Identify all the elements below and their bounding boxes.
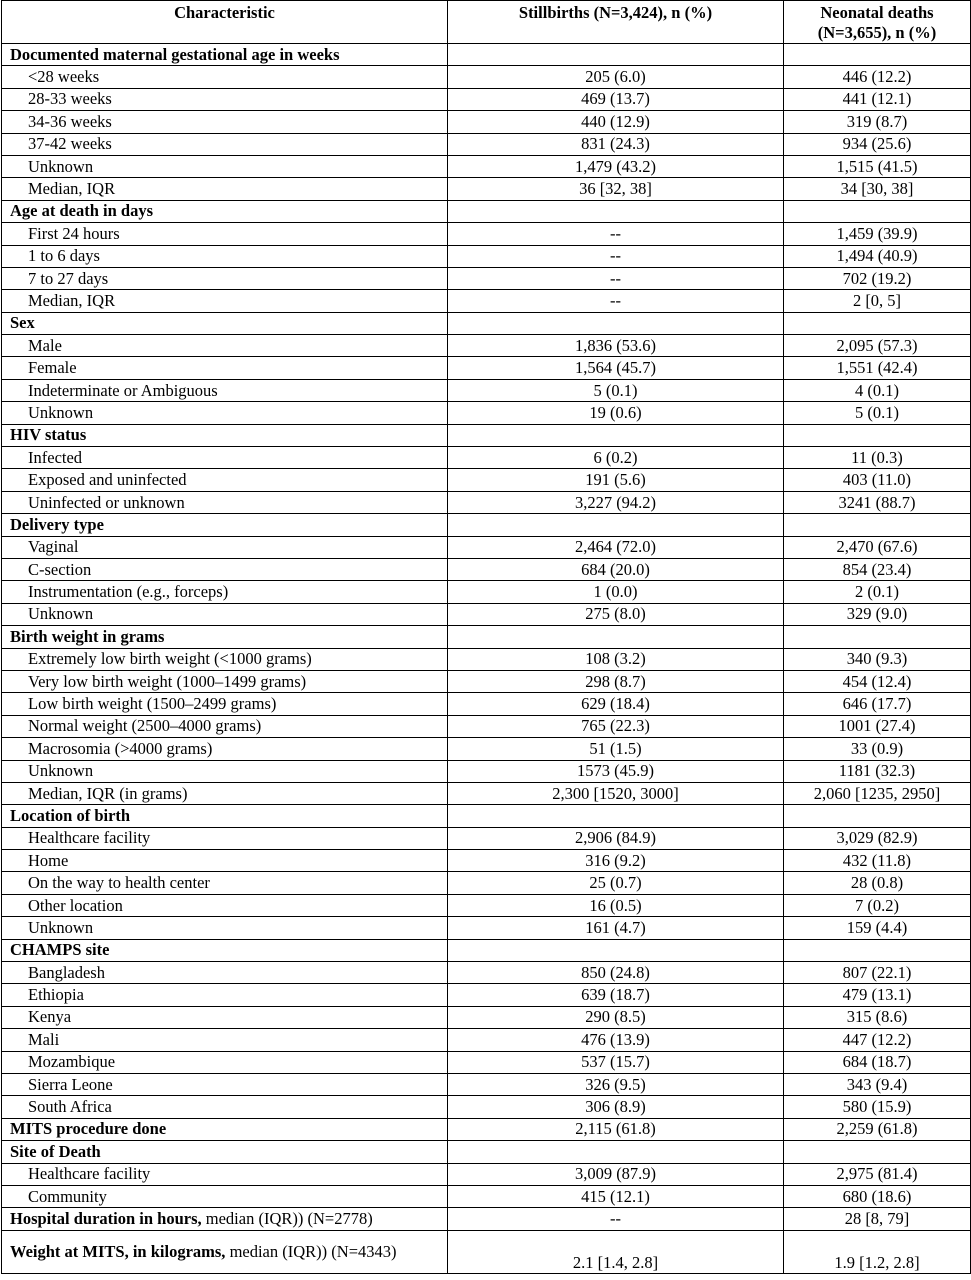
neonatal-cell (784, 1141, 971, 1163)
row-label: Very low birth weight (1000–1499 grams) (2, 670, 448, 692)
neonatal-cell (784, 424, 971, 446)
table-row (2, 782, 971, 804)
neonatal-cell: 854 (23.4) (784, 558, 971, 580)
stillbirths-cell: 639 (18.7) (448, 984, 784, 1006)
row-label: Median, IQR (2, 178, 448, 200)
section-row (2, 805, 971, 827)
row-label: Uninfected or unknown (2, 491, 448, 513)
section-row (2, 1118, 971, 1140)
row-label (2, 1208, 448, 1230)
table-row (2, 1006, 971, 1028)
row-label: Extremely low birth weight (<1000 grams) (2, 648, 448, 670)
row-label-bold: Hospital duration in hours, (10, 1209, 202, 1228)
section-label: MITS procedure done (2, 1118, 448, 1140)
stillbirths-cell: 161 (4.7) (448, 917, 784, 939)
stillbirths-cell: 831 (24.3) (448, 133, 784, 155)
stillbirths-cell: 415 (12.1) (448, 1185, 784, 1207)
row-label: Community (2, 1185, 448, 1207)
row-label: Normal weight (2500–4000 grams) (2, 715, 448, 737)
neonatal-cell: 1001 (27.4) (784, 715, 971, 737)
stillbirths-cell: 1573 (45.9) (448, 760, 784, 782)
row-label: 28-33 weeks (2, 88, 448, 110)
neonatal-cell: 807 (22.1) (784, 962, 971, 984)
stillbirths-cell: 316 (9.2) (448, 850, 784, 872)
stillbirths-cell: 629 (18.4) (448, 693, 784, 715)
section-label: Sex (2, 312, 448, 334)
table-row (2, 111, 971, 133)
stillbirths-cell: 36 [32, 38] (448, 178, 784, 200)
neonatal-cell: 702 (19.2) (784, 267, 971, 289)
table-row (2, 245, 971, 267)
table-row (2, 894, 971, 916)
table-header-row (2, 1, 971, 44)
section-label: HIV status (2, 424, 448, 446)
neonatal-cell: 2 [0, 5] (784, 290, 971, 312)
stillbirths-cell: 25 (0.7) (448, 872, 784, 894)
neonatal-cell: 28 [8, 79] (784, 1208, 971, 1230)
neonatal-cell: 446 (12.2) (784, 66, 971, 88)
neonatal-cell: 447 (12.2) (784, 1029, 971, 1051)
row-label: Mali (2, 1029, 448, 1051)
table-row (2, 648, 971, 670)
row-label: Home (2, 850, 448, 872)
table-row (2, 581, 971, 603)
row-label-rest: median (IQR)) (N=4343) (225, 1241, 397, 1261)
stillbirths-cell: 19 (0.6) (448, 402, 784, 424)
row-label-rest: median (IQR)) (N=2778) (201, 1209, 373, 1228)
section-label: Location of birth (2, 805, 448, 827)
table-footer-rows (2, 1208, 971, 1273)
stillbirths-cell: 3,009 (87.9) (448, 1163, 784, 1185)
row-label: Healthcare facility (2, 1163, 448, 1185)
stillbirths-cell (448, 44, 784, 66)
table-row (2, 88, 971, 110)
row-label: Instrumentation (e.g., forceps) (2, 581, 448, 603)
stillbirths-cell: 275 (8.0) (448, 603, 784, 625)
table-row (2, 379, 971, 401)
neonatal-cell: 340 (9.3) (784, 648, 971, 670)
row-label: Unknown (2, 603, 448, 625)
neonatal-cell: 1,494 (40.9) (784, 245, 971, 267)
stillbirths-cell: 5 (0.1) (448, 379, 784, 401)
table-row (2, 66, 971, 88)
section-row (2, 626, 971, 648)
neonatal-cell: 441 (12.1) (784, 88, 971, 110)
table-row (2, 603, 971, 625)
header-characteristic: Characteristic (2, 1, 448, 44)
neonatal-cell: 33 (0.9) (784, 738, 971, 760)
stillbirths-cell: 306 (8.9) (448, 1096, 784, 1118)
stillbirths-cell: 2,300 [1520, 3000] (448, 782, 784, 804)
stillbirths-cell: 326 (9.5) (448, 1073, 784, 1095)
header-neonatal-deaths: Neonatal deaths (N=3,655), n (%) (784, 1, 971, 44)
stillbirths-cell: 765 (22.3) (448, 715, 784, 737)
row-label: Unknown (2, 917, 448, 939)
stillbirths-cell: 16 (0.5) (448, 894, 784, 916)
row-label: Vaginal (2, 536, 448, 558)
table-row (2, 850, 971, 872)
neonatal-cell: 3241 (88.7) (784, 491, 971, 513)
row-label: Mozambique (2, 1051, 448, 1073)
stillbirths-cell: -- (448, 290, 784, 312)
neonatal-cell (784, 44, 971, 66)
table-row (2, 962, 971, 984)
row-label: Infected (2, 447, 448, 469)
table-row (2, 223, 971, 245)
table-row (2, 984, 971, 1006)
stillbirths-cell: -- (448, 267, 784, 289)
section-row (2, 424, 971, 446)
stillbirths-cell: 469 (13.7) (448, 88, 784, 110)
neonatal-cell: 1181 (32.3) (784, 760, 971, 782)
neonatal-cell (784, 200, 971, 222)
table-row (2, 178, 971, 200)
stillbirths-cell: 108 (3.2) (448, 648, 784, 670)
table-row (2, 536, 971, 558)
neonatal-cell: 646 (17.7) (784, 693, 971, 715)
neonatal-cell: 580 (15.9) (784, 1096, 971, 1118)
row-label: 1 to 6 days (2, 245, 448, 267)
row-label: Female (2, 357, 448, 379)
stillbirths-cell: 1 (0.0) (448, 581, 784, 603)
row-label: <28 weeks (2, 66, 448, 88)
table-row (2, 133, 971, 155)
neonatal-cell (784, 626, 971, 648)
table-row (2, 1208, 971, 1230)
table-row (2, 335, 971, 357)
stillbirths-cell: 298 (8.7) (448, 670, 784, 692)
neonatal-cell: 2 (0.1) (784, 581, 971, 603)
neonatal-cell: 315 (8.6) (784, 1006, 971, 1028)
row-label: Kenya (2, 1006, 448, 1028)
table-row (2, 357, 971, 379)
neonatal-cell: 432 (11.8) (784, 850, 971, 872)
row-label: On the way to health center (2, 872, 448, 894)
section-label: Delivery type (2, 514, 448, 536)
row-label: Median, IQR (2, 290, 448, 312)
section-row (2, 939, 971, 961)
row-label: Sierra Leone (2, 1073, 448, 1095)
stillbirths-cell: 205 (6.0) (448, 66, 784, 88)
stillbirths-cell: 6 (0.2) (448, 447, 784, 469)
stillbirths-cell (448, 424, 784, 446)
stillbirths-cell (448, 805, 784, 827)
table-row (2, 738, 971, 760)
neonatal-cell: 2,095 (57.3) (784, 335, 971, 357)
table-row (2, 491, 971, 513)
table-row (2, 402, 971, 424)
table-row (2, 290, 971, 312)
neonatal-cell (784, 805, 971, 827)
stillbirths-cell: -- (448, 245, 784, 267)
table-row (2, 267, 971, 289)
row-label: Exposed and uninfected (2, 469, 448, 491)
row-label-bold: Weight at MITS, in kilograms, (10, 1241, 226, 1261)
neonatal-cell (784, 939, 971, 961)
stillbirths-cell (448, 939, 784, 961)
neonatal-cell: 934 (25.6) (784, 133, 971, 155)
table-row (2, 1185, 971, 1207)
stillbirths-cell: 290 (8.5) (448, 1006, 784, 1028)
row-label: 34-36 weeks (2, 111, 448, 133)
stillbirths-cell: 1,836 (53.6) (448, 335, 784, 357)
neonatal-cell: 1.9 [1.2, 2.8] (784, 1230, 971, 1273)
characteristics-table (1, 0, 971, 1274)
stillbirths-cell (448, 312, 784, 334)
stillbirths-cell: 440 (12.9) (448, 111, 784, 133)
row-label: Unknown (2, 402, 448, 424)
neonatal-cell: 2,975 (81.4) (784, 1163, 971, 1185)
neonatal-cell: 159 (4.4) (784, 917, 971, 939)
stillbirths-cell: 537 (15.7) (448, 1051, 784, 1073)
row-label: Ethiopia (2, 984, 448, 1006)
stillbirths-cell: 3,227 (94.2) (448, 491, 784, 513)
row-label: South Africa (2, 1096, 448, 1118)
table-row (2, 670, 971, 692)
row-label: Other location (2, 894, 448, 916)
table-row (2, 1029, 971, 1051)
section-label: CHAMPS site (2, 939, 448, 961)
neonatal-cell: 454 (12.4) (784, 670, 971, 692)
stillbirths-cell: 1,479 (43.2) (448, 155, 784, 177)
stillbirths-cell: 51 (1.5) (448, 738, 784, 760)
header-stillbirths: Stillbirths (N=3,424), n (%) (448, 1, 784, 44)
stillbirths-cell: 1,564 (45.7) (448, 357, 784, 379)
neonatal-cell: 403 (11.0) (784, 469, 971, 491)
stillbirths-cell: -- (448, 1208, 784, 1230)
table-row (2, 715, 971, 737)
table-row (2, 917, 971, 939)
stillbirths-cell: 2,115 (61.8) (448, 1118, 784, 1140)
neonatal-cell (784, 514, 971, 536)
stillbirths-cell: 476 (13.9) (448, 1029, 784, 1051)
row-label: Unknown (2, 760, 448, 782)
section-row (2, 1141, 971, 1163)
stillbirths-cell (448, 514, 784, 536)
table-row (2, 1051, 971, 1073)
table-row (2, 469, 971, 491)
neonatal-cell: 5 (0.1) (784, 402, 971, 424)
table-row (2, 1096, 971, 1118)
section-row (2, 200, 971, 222)
row-label: Unknown (2, 155, 448, 177)
table-row (2, 155, 971, 177)
row-label: 37-42 weeks (2, 133, 448, 155)
table-row (2, 760, 971, 782)
stillbirths-cell: 684 (20.0) (448, 558, 784, 580)
table-row (2, 558, 971, 580)
stillbirths-cell: 850 (24.8) (448, 962, 784, 984)
row-label: Low birth weight (1500–2499 grams) (2, 693, 448, 715)
section-label: Site of Death (2, 1141, 448, 1163)
neonatal-cell: 4 (0.1) (784, 379, 971, 401)
table-row (2, 1073, 971, 1095)
row-label: C-section (2, 558, 448, 580)
stillbirths-cell: 2,464 (72.0) (448, 536, 784, 558)
table-row (2, 872, 971, 894)
row-label (2, 1230, 448, 1273)
section-row (2, 312, 971, 334)
stillbirths-cell: 2.1 [1.4, 2.8] (448, 1230, 784, 1273)
stillbirths-cell: 2,906 (84.9) (448, 827, 784, 849)
neonatal-cell: 479 (13.1) (784, 984, 971, 1006)
table-row (2, 447, 971, 469)
neonatal-cell: 343 (9.4) (784, 1073, 971, 1095)
neonatal-cell: 7 (0.2) (784, 894, 971, 916)
neonatal-cell: 329 (9.0) (784, 603, 971, 625)
table-body (2, 44, 971, 1208)
neonatal-cell: 680 (18.6) (784, 1185, 971, 1207)
stillbirths-cell (448, 200, 784, 222)
row-label: 7 to 27 days (2, 267, 448, 289)
section-row (2, 44, 971, 66)
table-row (2, 1163, 971, 1185)
section-row (2, 514, 971, 536)
row-label: Indeterminate or Ambiguous (2, 379, 448, 401)
neonatal-cell (784, 312, 971, 334)
row-label: Macrosomia (>4000 grams) (2, 738, 448, 760)
section-label: Age at death in days (2, 200, 448, 222)
row-label: First 24 hours (2, 223, 448, 245)
stillbirths-cell: -- (448, 223, 784, 245)
section-label: Birth weight in grams (2, 626, 448, 648)
stillbirths-cell (448, 626, 784, 648)
row-label: Bangladesh (2, 962, 448, 984)
neonatal-cell: 1,551 (42.4) (784, 357, 971, 379)
row-label: Healthcare facility (2, 827, 448, 849)
neonatal-cell: 11 (0.3) (784, 447, 971, 469)
neonatal-cell: 684 (18.7) (784, 1051, 971, 1073)
neonatal-cell: 2,060 [1235, 2950] (784, 782, 971, 804)
stillbirths-cell (448, 1141, 784, 1163)
neonatal-cell: 319 (8.7) (784, 111, 971, 133)
neonatal-cell: 28 (0.8) (784, 872, 971, 894)
row-label: Male (2, 335, 448, 357)
neonatal-cell: 34 [30, 38] (784, 178, 971, 200)
neonatal-cell: 1,459 (39.9) (784, 223, 971, 245)
table-row (2, 827, 971, 849)
neonatal-cell: 3,029 (82.9) (784, 827, 971, 849)
table-row (2, 1230, 971, 1273)
section-label: Documented maternal gestational age in weeks (2, 44, 448, 66)
stillbirths-cell: 191 (5.6) (448, 469, 784, 491)
neonatal-cell: 2,470 (67.6) (784, 536, 971, 558)
table-row (2, 693, 971, 715)
row-label: Median, IQR (in grams) (2, 782, 448, 804)
neonatal-cell: 1,515 (41.5) (784, 155, 971, 177)
neonatal-cell: 2,259 (61.8) (784, 1118, 971, 1140)
